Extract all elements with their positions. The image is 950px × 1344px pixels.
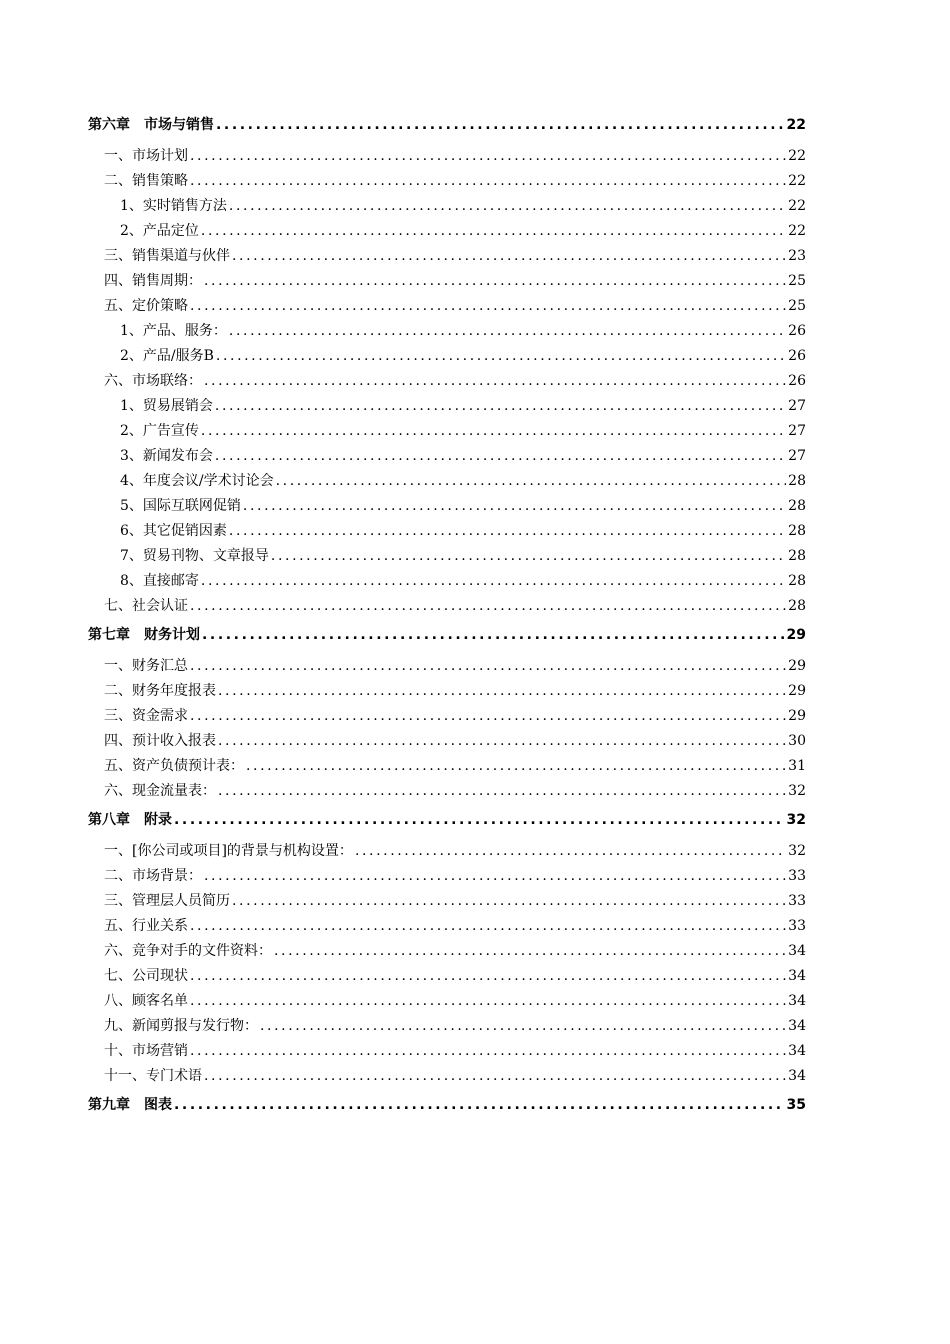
toc-entry-label: 六、市场联络： (104, 373, 202, 389)
toc-page-number: 27 (788, 448, 806, 464)
toc-entry-label: 二、销售策略 (104, 173, 188, 189)
toc-dot-leader (218, 679, 786, 704)
toc-section-entry[interactable] (88, 444, 806, 469)
toc-entry-label: 4、年度会议/学术讨论会 (120, 473, 274, 489)
toc-dot-leader (218, 729, 786, 754)
toc-page-number: 34 (788, 943, 806, 959)
toc-entry-label: 四、销售周期： (104, 273, 202, 289)
toc-page-number: 22 (788, 173, 806, 189)
toc-dot-leader (276, 469, 787, 494)
toc-chapter-entry[interactable] (88, 808, 806, 833)
toc-dot-leader (190, 144, 786, 169)
toc-page-number: 28 (788, 598, 806, 614)
toc-dot-leader (229, 194, 786, 219)
toc-section-entry[interactable] (88, 294, 806, 319)
toc-section-entry[interactable] (88, 269, 806, 294)
toc-page-number: 22 (788, 198, 806, 214)
toc-page-number: 35 (786, 1097, 806, 1113)
toc-dot-leader (274, 939, 786, 964)
toc-chapter-entry[interactable] (88, 113, 806, 138)
toc-section-entry[interactable] (88, 1064, 806, 1089)
toc-page-number: 28 (788, 573, 806, 589)
toc-entry-label: 六、竞争对手的文件资料： (104, 943, 272, 959)
toc-entry-label: 8、直接邮寄 (120, 573, 199, 589)
toc-dot-leader (204, 864, 786, 889)
toc-entry-label: 第八章 附录 (88, 812, 172, 828)
toc-entry-label: 一、市场计划 (104, 148, 188, 164)
toc-dot-leader (271, 544, 786, 569)
toc-page-number: 34 (788, 1018, 806, 1034)
toc-entry-label: 五、资产负债预计表： (104, 758, 244, 774)
toc-page-number: 29 (788, 658, 806, 674)
toc-section-entry[interactable] (88, 864, 806, 889)
toc-dot-leader (232, 889, 786, 914)
toc-dot-leader (246, 754, 786, 779)
toc-section-entry[interactable] (88, 594, 806, 619)
toc-entry-label: 三、管理层人员简历 (104, 893, 230, 909)
toc-dot-leader (243, 494, 786, 519)
toc-page-number: 29 (786, 627, 806, 643)
toc-entry-label: 六、现金流量表： (104, 783, 216, 799)
toc-dot-leader (190, 294, 786, 319)
toc-entry-label: 2、广告宣传 (120, 423, 199, 439)
toc-section-entry[interactable] (88, 419, 806, 444)
toc-section-entry[interactable] (88, 194, 806, 219)
toc-dot-leader (174, 1093, 785, 1118)
toc-entry-label: 八、顾客名单 (104, 993, 188, 1009)
toc-section-entry[interactable] (88, 469, 806, 494)
toc-section-entry[interactable] (88, 914, 806, 939)
toc-page-number: 34 (788, 1043, 806, 1059)
toc-page-number: 22 (788, 148, 806, 164)
toc-dot-leader (215, 394, 786, 419)
toc-section-entry[interactable] (88, 169, 806, 194)
toc-chapter-entry[interactable] (88, 1093, 806, 1118)
toc-entry-label: 第六章 市场与销售 (88, 117, 214, 133)
toc-page-number: 33 (788, 868, 806, 884)
toc-entry-label: 二、财务年度报表 (104, 683, 216, 699)
toc-section-entry[interactable] (88, 939, 806, 964)
toc-entry-label: 四、预计收入报表 (104, 733, 216, 749)
toc-page-number: 34 (788, 1068, 806, 1084)
toc-entry-label: 第九章 图表 (88, 1097, 172, 1113)
toc-page-number: 28 (788, 498, 806, 514)
toc-dot-leader (202, 623, 785, 648)
toc-entry-label: 三、资金需求 (104, 708, 188, 724)
toc-page-number: 28 (788, 473, 806, 489)
toc-dot-leader (190, 169, 786, 194)
toc-page-number: 28 (788, 523, 806, 539)
toc-section-entry[interactable] (88, 704, 806, 729)
toc-entry-label: 6、其它促销因素 (120, 523, 227, 539)
toc-page-number: 27 (788, 398, 806, 414)
toc-section-entry[interactable] (88, 244, 806, 269)
toc-section-entry[interactable] (88, 839, 806, 864)
toc-chapter-entry[interactable] (88, 623, 806, 648)
toc-dot-leader (190, 964, 786, 989)
toc-entry-label: 九、新闻剪报与发行物： (104, 1018, 258, 1034)
toc-section-entry[interactable] (88, 569, 806, 594)
toc-dot-leader (190, 594, 786, 619)
toc-dot-leader (355, 839, 786, 864)
toc-page-number: 32 (786, 812, 806, 828)
toc-page-number: 29 (788, 708, 806, 724)
toc-dot-leader (218, 779, 786, 804)
toc-section-entry[interactable] (88, 219, 806, 244)
toc-entry-label: 五、定价策略 (104, 298, 188, 314)
toc-page-number: 26 (788, 323, 806, 339)
toc-section-entry[interactable] (88, 654, 806, 679)
toc-entry-label: 一、财务汇总 (104, 658, 188, 674)
toc-dot-leader (216, 113, 785, 138)
toc-entry-label: 十一、专门术语 (104, 1068, 202, 1084)
toc-entry-label: 五、行业关系 (104, 918, 188, 934)
toc-entry-label: 十、市场营销 (104, 1043, 188, 1059)
toc-page-number: 27 (788, 423, 806, 439)
toc-section-entry[interactable] (88, 679, 806, 704)
toc-page-number: 26 (788, 348, 806, 364)
toc-section-entry[interactable] (88, 394, 806, 419)
toc-entry-label: 1、实时销售方法 (120, 198, 227, 214)
table-of-contents (88, 113, 806, 1124)
toc-section-entry[interactable] (88, 989, 806, 1014)
toc-section-entry[interactable] (88, 369, 806, 394)
toc-section-entry[interactable] (88, 494, 806, 519)
toc-dot-leader (201, 219, 786, 244)
toc-dot-leader (174, 808, 785, 833)
toc-entry-label: 1、产品、服务： (120, 323, 227, 339)
toc-page-number: 32 (788, 843, 806, 859)
toc-dot-leader (204, 1064, 786, 1089)
toc-section-entry[interactable] (88, 544, 806, 569)
toc-entry-label: 第七章 财务计划 (88, 627, 200, 643)
toc-page-number: 26 (788, 373, 806, 389)
toc-section-entry[interactable] (88, 754, 806, 779)
toc-page-number: 31 (788, 758, 806, 774)
toc-dot-leader (190, 914, 786, 939)
toc-entry-label: 七、公司现状 (104, 968, 188, 984)
toc-page-number: 29 (788, 683, 806, 699)
toc-entry-label: 1、贸易展销会 (120, 398, 213, 414)
toc-page-number: 23 (788, 248, 806, 264)
toc-page-number: 28 (788, 548, 806, 564)
toc-page-number: 30 (788, 733, 806, 749)
toc-dot-leader (204, 269, 786, 294)
toc-dot-leader (216, 344, 786, 369)
toc-section-entry[interactable] (88, 144, 806, 169)
toc-page-number: 33 (788, 893, 806, 909)
toc-section-entry[interactable] (88, 519, 806, 544)
toc-dot-leader (232, 244, 786, 269)
toc-page-number: 34 (788, 968, 806, 984)
toc-section-entry[interactable] (88, 729, 806, 754)
toc-entry-label: 5、国际互联网促销 (120, 498, 241, 514)
toc-dot-leader (229, 519, 786, 544)
toc-dot-leader (190, 704, 786, 729)
toc-dot-leader (190, 989, 786, 1014)
toc-page-number: 32 (788, 783, 806, 799)
toc-page-number: 25 (788, 298, 806, 314)
toc-entry-label: 2、产品定位 (120, 223, 199, 239)
toc-page-number: 34 (788, 993, 806, 1009)
toc-dot-leader (260, 1014, 786, 1039)
toc-section-entry[interactable] (88, 889, 806, 914)
toc-dot-leader (229, 319, 786, 344)
toc-dot-leader (204, 369, 786, 394)
toc-section-entry[interactable] (88, 319, 806, 344)
toc-entry-label: 三、销售渠道与伙伴 (104, 248, 230, 264)
toc-dot-leader (201, 569, 786, 594)
toc-page-number: 22 (786, 117, 806, 133)
toc-dot-leader (190, 654, 786, 679)
toc-section-entry[interactable] (88, 779, 806, 804)
toc-page-number: 22 (788, 223, 806, 239)
toc-page-number: 33 (788, 918, 806, 934)
toc-entry-label: 七、社会认证 (104, 598, 188, 614)
toc-section-entry[interactable] (88, 1014, 806, 1039)
toc-entry-label: 二、市场背景： (104, 868, 202, 884)
toc-entry-label: 一、[你公司或项目]的背景与机构设置： (104, 843, 353, 859)
toc-section-entry[interactable] (88, 344, 806, 369)
toc-entry-label: 2、产品/服务B (120, 348, 214, 364)
toc-dot-leader (215, 444, 786, 469)
toc-dot-leader (190, 1039, 786, 1064)
toc-page-number: 25 (788, 273, 806, 289)
toc-entry-label: 7、贸易刊物、文章报导 (120, 548, 269, 564)
toc-dot-leader (201, 419, 786, 444)
toc-entry-label: 3、新闻发布会 (120, 448, 213, 464)
toc-section-entry[interactable] (88, 1039, 806, 1064)
toc-section-entry[interactable] (88, 964, 806, 989)
